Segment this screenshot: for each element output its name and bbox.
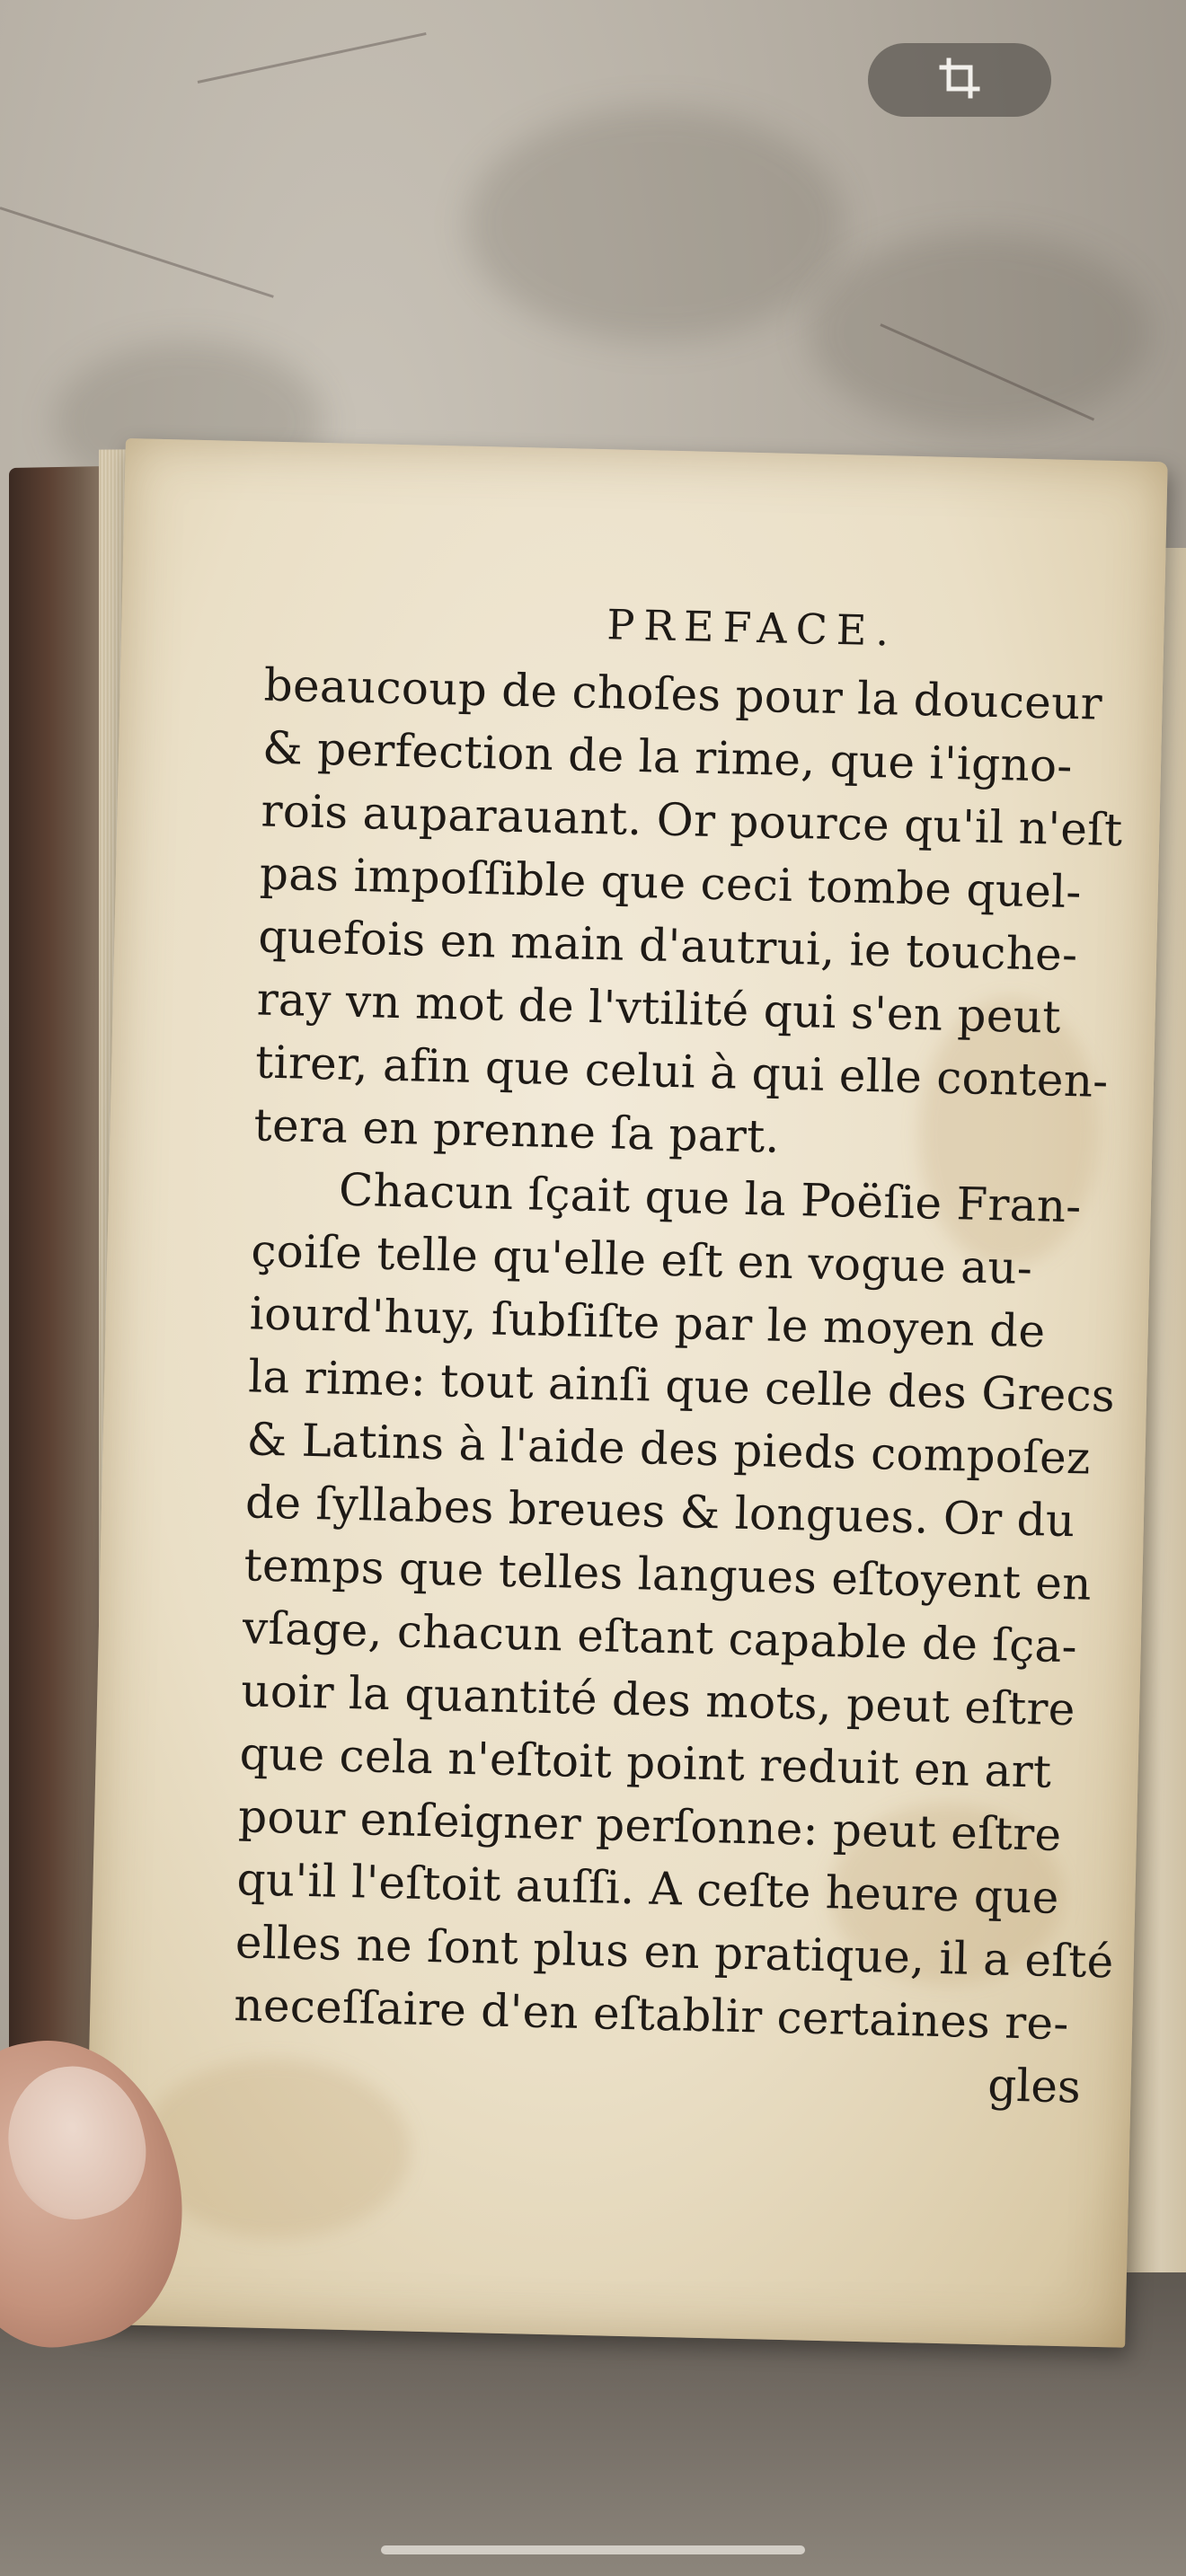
text-line: temps que telles langues eſtoyent en: [243, 1539, 1093, 1610]
text-line: pour enſeigner perſonne: peut eſtre: [237, 1790, 1063, 1862]
text-line: Chacun ſçait que la Poëſie Fran-: [338, 1163, 1083, 1233]
text-line: que cela n'eſtoit point reduit en art: [239, 1727, 1053, 1798]
text-line: & Latins à l'aide des pieds compoſez: [246, 1413, 1092, 1485]
crop-icon: [938, 57, 981, 103]
book-page: [83, 438, 1167, 2348]
text-line: neceſſaire d'en eſtablir certaines re-: [233, 1979, 1070, 2051]
text-line: la rime: tout ainſi que celle des Grecs: [247, 1350, 1116, 1423]
text-line: pas impoſſible que ceci tombe quel-: [259, 847, 1083, 919]
text-line: qu'il l'eſtoit auſſi. A ceſte heure que: [235, 1853, 1060, 1924]
text-line: quefois en main d'autrui, ie touche-: [257, 910, 1078, 982]
text-line: beaucoup de choſes pour la douceur: [263, 658, 1103, 730]
page-text: [232, 654, 1124, 2119]
crop-button[interactable]: [868, 43, 1051, 117]
text-line: & perfection de la rime, que i'igno-: [261, 721, 1074, 792]
running-head: PREFACE.: [606, 600, 898, 656]
text-line: rois auparauant. Or pource qu'il n'eſt: [260, 784, 1124, 857]
text-line: vſage, chacun eſtant capable de ſça-: [242, 1601, 1078, 1673]
text-line: de ſyllabes breues & longues. Or du: [244, 1476, 1076, 1548]
text-line: iourd'huy, ſubſiſte par le moyen de: [249, 1287, 1047, 1358]
text-line: ray vn mot de l'vtilité qui s'en peut: [256, 973, 1062, 1044]
catchword: gles: [987, 2059, 1082, 2113]
text-line: tera en prenne ſa part.: [253, 1098, 781, 1163]
text-line: çoiſe telle qu'elle eſt en vogue au-: [250, 1224, 1033, 1295]
text-line: tirer, afin que celui à qui elle conten-: [254, 1036, 1110, 1107]
text-line: elles ne ſont plus en pratique, il a eſté: [235, 1916, 1115, 1989]
home-indicator[interactable]: [381, 2545, 805, 2554]
text-line: uoir la quantité des mots, peut eſtre: [240, 1664, 1076, 1736]
book-spine: [9, 466, 108, 2085]
